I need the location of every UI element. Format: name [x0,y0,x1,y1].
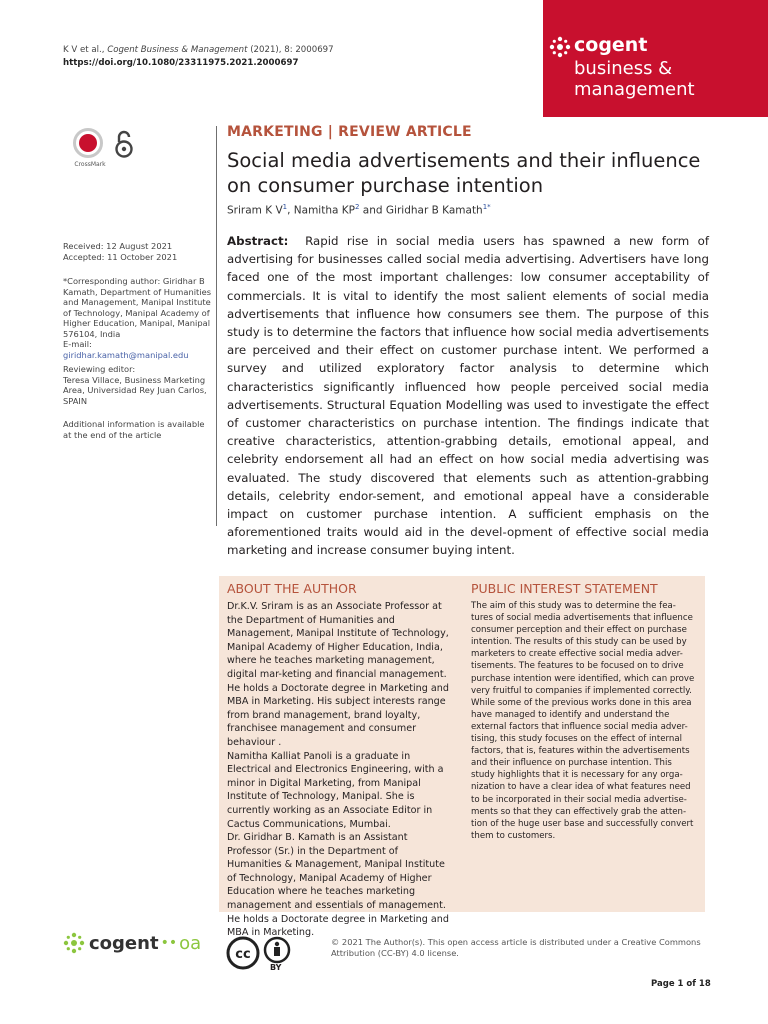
open-access-icon [113,128,135,160]
author-list: Sriram K $V^1$, Namitha $KP^2$ and Giridhar B Kamath$^{1*}$ [227,203,491,217]
crossmark-badge[interactable] [70,128,108,174]
email-link[interactable]: giridhar.kamath@manipal.edu [63,349,189,360]
cogent-oa-logo-text: cogent [89,932,159,954]
cogent-oa-logo [63,932,201,954]
journal-brand-box [543,0,768,117]
about-author-para: Namitha Kalliat Panoli is a graduate in Electrical and Electronics Engineering, with a minor in Digital Marketing, from Manipal Institute of Technology, Manipal. She is currently working as an Associate Editor in Cactus Communications, Mumbai. [227,750,444,830]
page-number: Page 1 of 18 [651,979,711,989]
reviewing-editor [63,364,213,406]
cogent-oa-logo-suffix: oa [179,932,202,954]
affiliation-mark[interactable]: 1 [282,203,288,211]
citation-volume: (2021), 8: 2000697 [250,45,334,55]
brand-subject-line1: business & [574,58,673,79]
affiliation-mark[interactable]: 1* [482,203,491,211]
cogent-oa-flower-icon [63,932,85,954]
doi-link[interactable]: https://doi.org/10.1080/23311975.2021.2000697 [63,58,299,68]
author-name: Giridhar B Kamath [385,204,483,217]
public-interest-text: The aim of this study was to determine the fea-tures of social media advertisements that influence consumer perception and their effect on purchase intention. The results of this study can be used by marketers to create effective social media adver-tisements. The features to be focused on to drive purchase intention were identified, which can prove very fruitful to companies if implemented correctly. While some of the previous works done in this area have managed to identify and understand the external factors that influence social media adver-tising, this study focuses on the effect of internal factors, that is, features within the advertisements and their influence on purchase intention. This study highlights that it is necessary for any orga-nization to have a clear idea of what features need to be incorporated in their social media advertise-ments so that they can effectively grab the atten-tion of the huge user base and successfully convert them to customers. [471,601,695,841]
svg-text:cc: cc [235,947,251,962]
article-title: Social media advertisements and their influence on consumer purchase intention [227,149,701,197]
corresponding-author [63,276,213,360]
section-label: MARKETING | REVIEW ARTICLE [227,124,472,140]
public-interest-heading: PUBLIC INTEREST STATEMENT [471,581,658,596]
article-dates [63,241,213,262]
cc-by-license-icons[interactable] [226,936,296,976]
citation-header [63,44,334,70]
reviewing-editor-name: Teresa Villace, Business Marketing Area, Universidad Rey Juan Carlos, SPAIN [63,374,207,406]
email-label: E-mail: [63,339,92,349]
about-author-heading: ABOUT THE AUTHOR [227,581,357,596]
corresponding-author-text: *Corresponding author: Giridhar B Kamath, Department of Humanities and Management, Manipal Institute of Technology, Manipal Academy of Higher Education, Manipal, Manipal 576104, India [63,276,212,339]
citation-line [63,44,334,57]
cogent-oa-dots: •• [160,935,178,951]
column-divider [216,126,217,526]
abstract-text: Rapid rise in social media users has spawned a new form of advertising for businesses called social media advertising. Advertisers have long faced one of the most important challenges: low consumer acceptability of commercials. It is vital to identify the most salient elements of social media advertisements that influence how consumers see them. The purpose of this study is to determine the factors that influence how social media advertisements are perceived and their effect on customer purchase intent. We performed a survey and utilized exploratory factor analysis to determine which characteristics significantly influenced how people perceived social media advertisements. Structural Equation Modelling was used to investigate the effect of customer characteristics on purchase intention. The findings indicate that creative characteristics, attention-grabbing details, emotional appeal, and celebrity endorsement all had an effect on how social media advertising was evaluated. The study discovered that elements such as attention-grabbing details, celebrity endor-sement, and emotional appeal have a considerable impact on customer purchase intention. A sufficient emphasis on the aforementioned traits would aid in the devel-opment of effective social media marketing and increase consumer buying intent. [227,234,710,558]
creative-commons-icon [226,936,296,976]
crossmark-label: CrossMark [74,161,106,168]
reviewing-editor-label: Reviewing editor: [63,364,136,374]
cogent-flower-icon [549,36,571,58]
additional-info: Additional information is available at the end of the article [63,419,205,440]
citation-authors: K V et al., [63,45,105,55]
accepted-date: Accepted: 11 October 2021 [63,251,178,262]
abstract [227,232,709,560]
license-text: © 2021 The Author(s). This open access article is distributed under a Creative Commons Attribution (CC-BY) 4.0 license. [331,937,701,958]
about-author-para: Dr.K.V. Sriram is as an Associate Professor at the Department of Humanities and Management, Manipal Institute of Technology, Manipal Academy of Higher Education, India, where he teaches marketing management, digital mar-keting and financial management. He holds a Doctorate degree in Marketing and MBA in Marketing. His subject interests range from brand management, brand loyalty, franchisee management and consumer behaviour . [227,601,449,748]
citation-journal: Cogent Business & Management [107,45,248,55]
cc-by-label: BY [270,963,282,972]
affiliation-mark[interactable]: 2 [354,203,360,211]
received-date: Received: 12 August 2021 [63,241,173,251]
author-name: Namitha KP [293,204,355,217]
about-author-column [227,581,453,940]
email-line [63,339,213,360]
author-conjunction: and [362,204,383,217]
brand-subject-line2: management [574,79,695,100]
brand-name: cogent [574,34,648,56]
public-interest-column [471,581,697,842]
author-info-panel [219,576,705,939]
author-name: Sriram K V [227,204,283,217]
about-author-para: Dr. Giridhar B. Kamath is an Assistant Professor (Sr.) in the Department of Humanities & Management, Manipal Institute of Technology, Manipal Academy of Higher Education where he teaches marketing management and essentials of management. He holds a Doctorate degree in Marketing and MBA in Marketing. [227,832,449,939]
abstract-label: Abstract: [227,234,289,248]
